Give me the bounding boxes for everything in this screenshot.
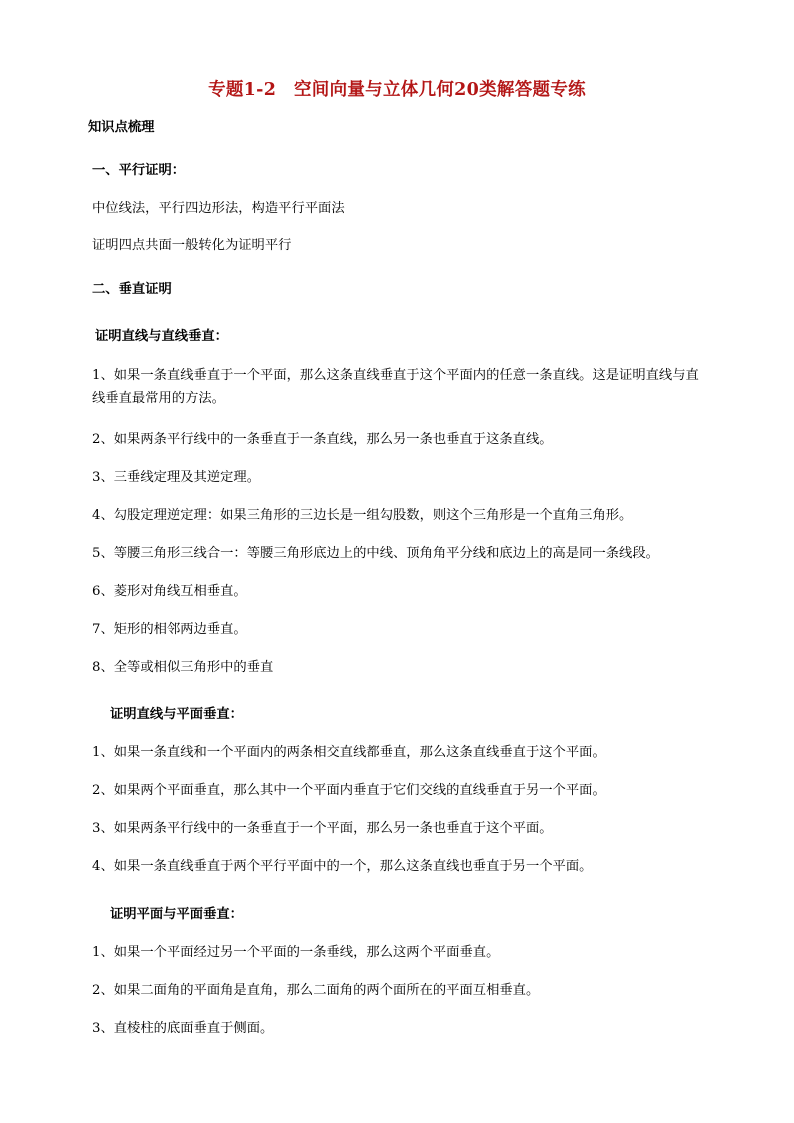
line-line-item: 6、菱形对角线互相垂直。 — [92, 584, 247, 599]
perpendicular-heading: 二、垂直证明 — [92, 282, 172, 297]
plane-plane-item: 2、如果二面角的平面角是直角，那么二面角的两个面所在的平面互相垂直。 — [92, 983, 540, 998]
line-plane-item: 1、如果一条直线和一个平面内的两条相交直线都垂直，那么这条直线垂直于这个平面。 — [92, 745, 606, 760]
plane-plane-item: 3、直棱柱的底面垂直于侧面。 — [92, 1021, 274, 1036]
section-heading: 知识点梳理 — [88, 120, 155, 135]
parallel-item: 证明四点共面一般转化为证明平行 — [92, 238, 292, 253]
line-line-item: 1、如果一条直线垂直于一个平面，那么这条直线垂直于这个平面内的任意一条直线。这是证明直线与直线垂直最常用的方法。 — [92, 368, 699, 406]
line-plane-item: 2、如果两个平面垂直，那么其中一个平面内垂直于它们交线的直线垂直于另一个平面。 — [92, 783, 606, 798]
parallel-heading: 一、平行证明： — [92, 163, 186, 178]
line-plane-heading: 证明直线与平面垂直： — [110, 707, 243, 722]
plane-plane-heading: 证明平面与平面垂直： — [110, 907, 243, 922]
document-title: 专题1-2 空间向量与立体几何20类解答题专练 — [208, 80, 586, 100]
line-line-item: 8、全等或相似三角形中的垂直 — [92, 660, 274, 675]
line-line-item: 4、勾股定理逆定理：如果三角形的三边长是一组勾股数，则这个三角形是一个直角三角形。 — [92, 508, 633, 523]
line-line-item: 3、三垂线定理及其逆定理。 — [92, 470, 261, 485]
line-plane-item: 3、如果两条平行线中的一条垂直于一个平面，那么另一条也垂直于这个平面。 — [92, 821, 553, 836]
line-line-item: 7、矩形的相邻两边垂直。 — [92, 622, 247, 637]
line-line-heading: 证明直线与直线垂直： — [95, 329, 228, 344]
line-line-item: 2、如果两条平行线中的一条垂直于一条直线，那么另一条也垂直于这条直线。 — [92, 432, 553, 447]
line-plane-item: 4、如果一条直线垂直于两个平行平面中的一个，那么这条直线也垂直于另一个平面。 — [92, 859, 593, 874]
plane-plane-item: 1、如果一个平面经过另一个平面的一条垂线，那么这两个平面垂直。 — [92, 945, 500, 960]
parallel-item: 中位线法，平行四边形法，构造平行平面法 — [92, 201, 345, 216]
line-line-item: 5、等腰三角形三线合一：等腰三角形底边上的中线、顶角角平分线和底边上的高是同一条线段。 — [92, 546, 659, 561]
